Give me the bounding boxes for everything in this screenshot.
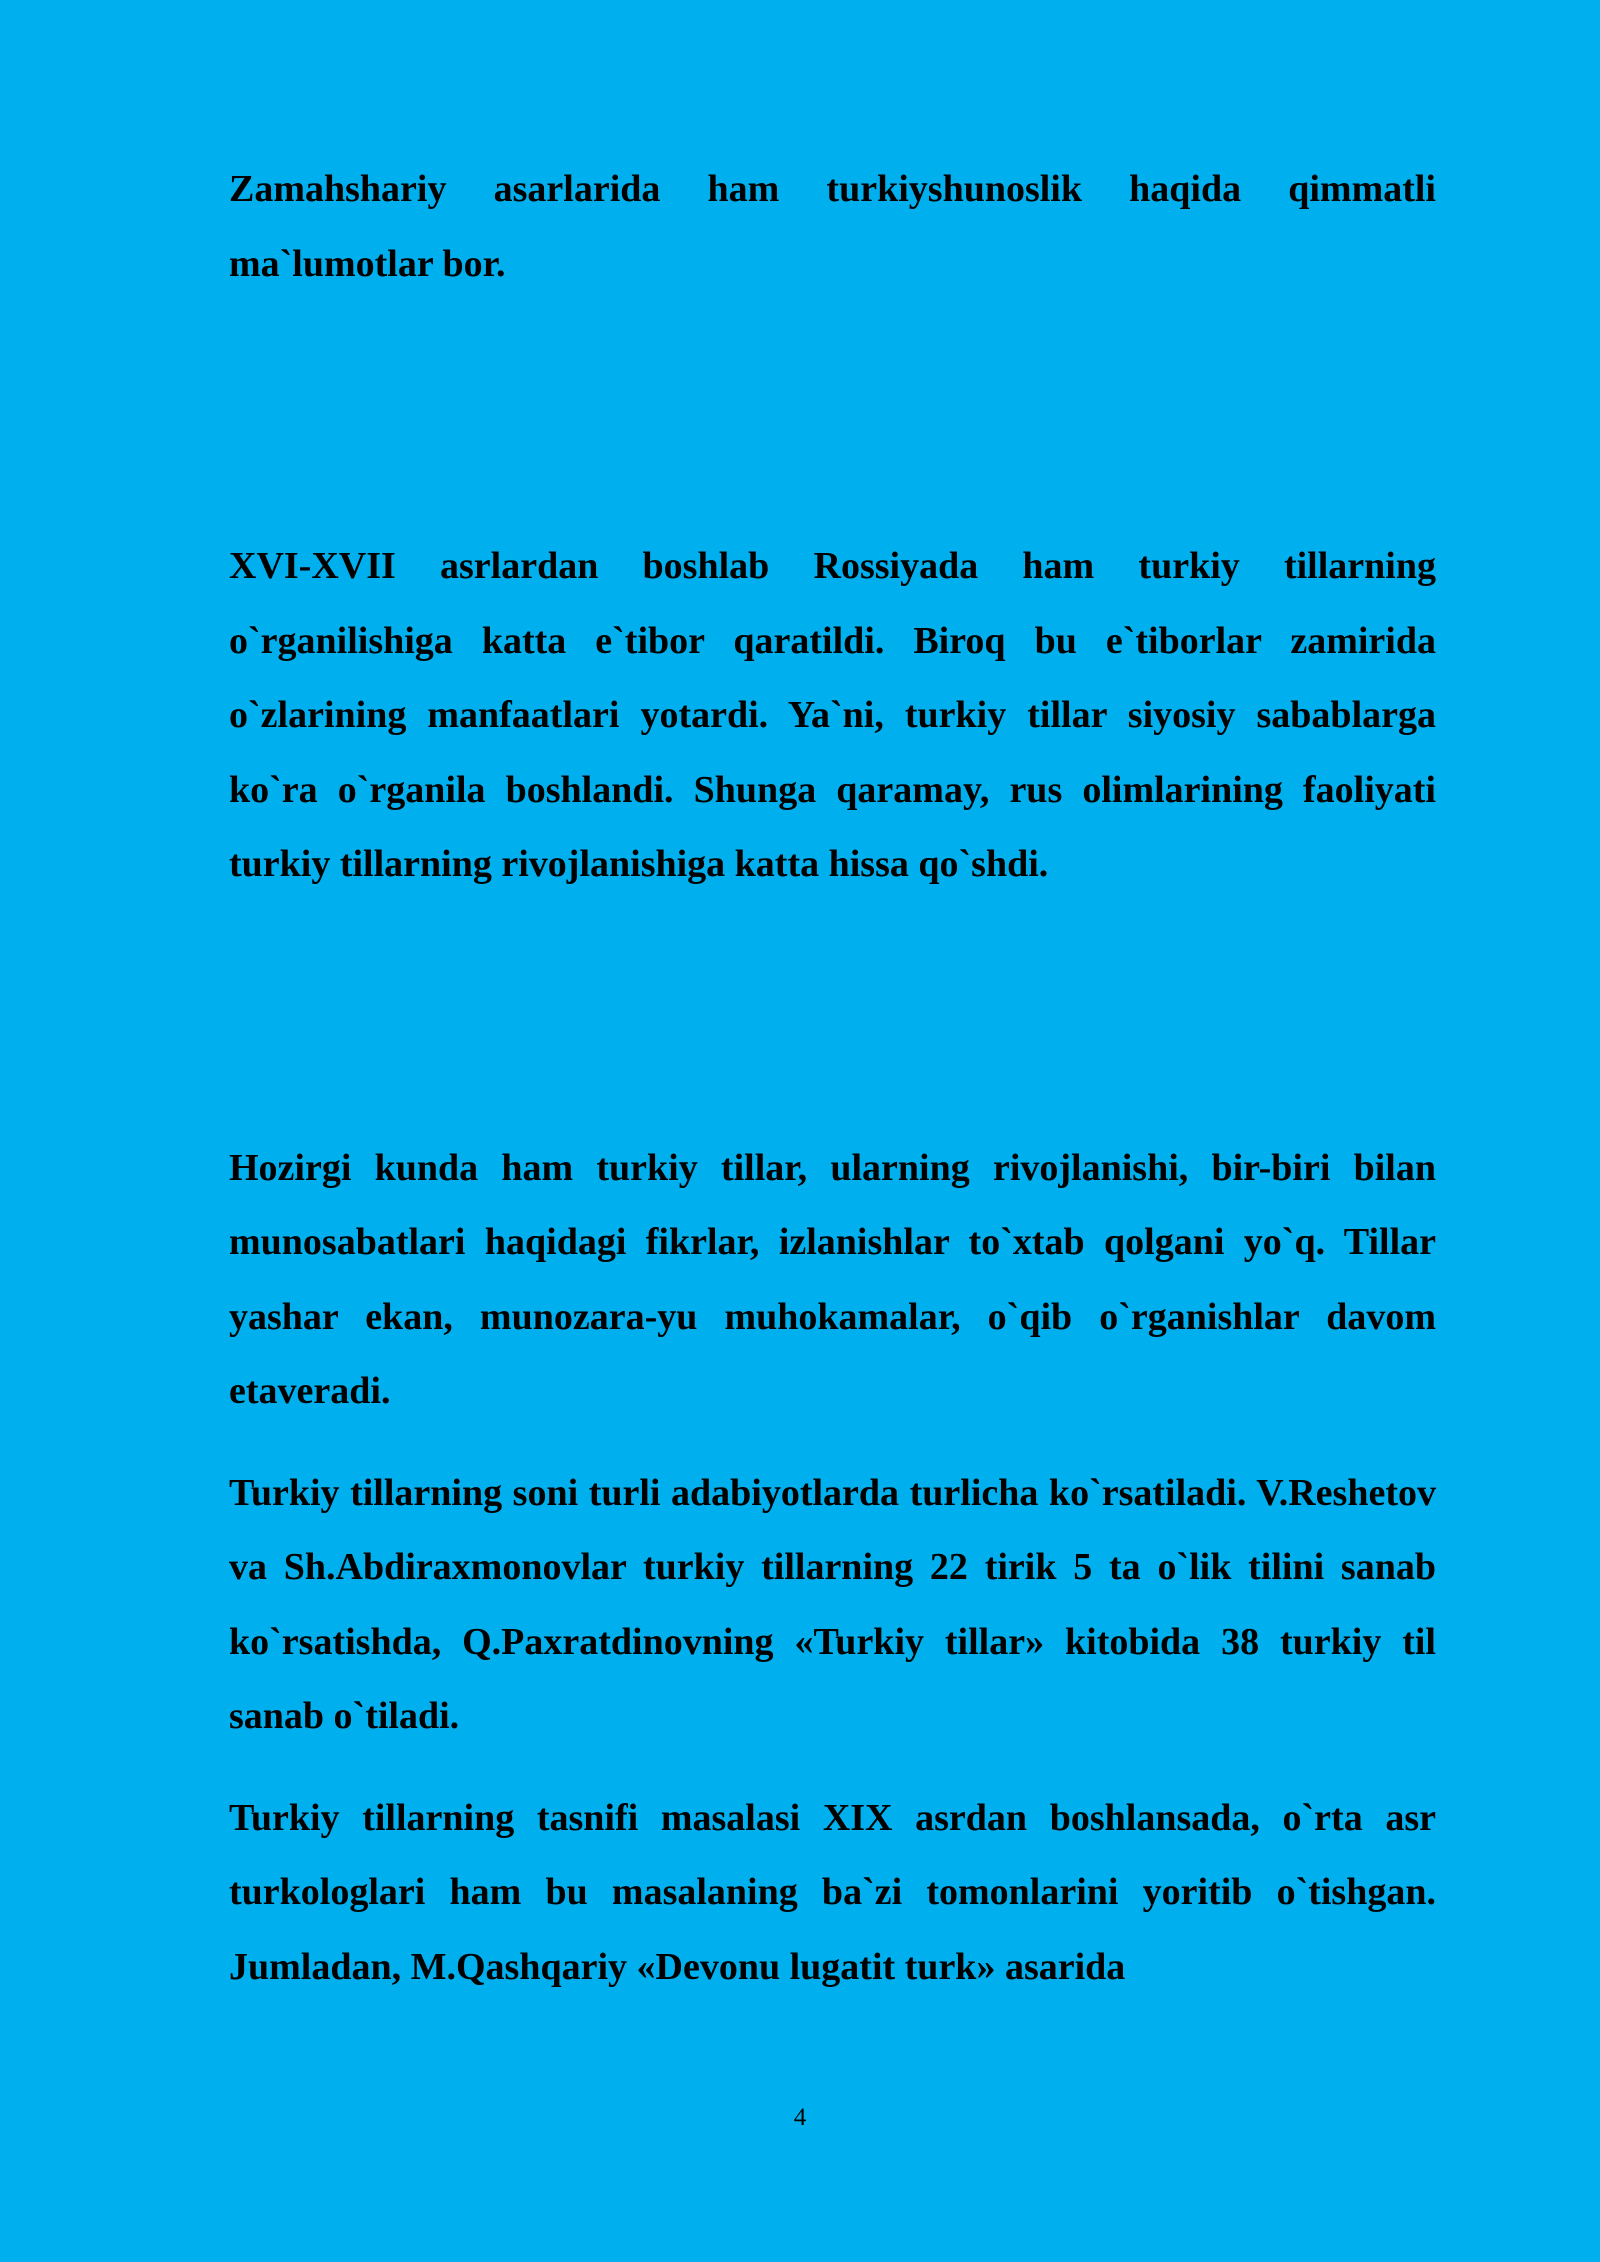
paragraph-current-research: Hozirgi kunda ham turkiy tillar, ularning rivojlanishi, bir-biri bilan munosabatlari haqidagi fikrlar, izlanishlar to`xtab qolgani yo`q. Tillar yashar ekan, munozara-yu muhokamalar, o`qib o`rganishlar davom etaveradi. [229, 1146, 1436, 1412]
paragraph-russia-studies: XVI-XVII asrlardan boshlab Rossiyada ham turkiy tillarning o`rganilishiga katta e`tibor qaratildi. Biroq bu e`tiborlar zamirida o`zlarining manfaatlari yotardi. Ya`ni, turkiy tillar siyosiy sabablarga ko`ra o`rganila boshlandi. Shunga qaramay, rus olimlarining faoliyati turkiy tillarning rivojlanishiga katta hissa qo`shdi. [229, 545, 1436, 885]
paragraph-number-of-languages: Turkiy tillarning soni turli adabiyotlarda turlicha ko`rsatiladi. V.Reshetov va Sh.Abdiraxmonovlar turkiy tillarning 22 tirik 5 ta o`lik tilini sanab ko`rsatishda, Q.Paxratdinovning «Turkiy tillar» kitobida 38 turkiy til sanab o`tiladi. [229, 1471, 1436, 1737]
document-page [229, 152, 1436, 2004]
paragraph-classification: Turkiy tillarning tasnifi masalasi XIX asrdan boshlansada, o`rta asr turkologlari ham bu masalaning ba`zi tomonlarini yoritib o`tishgan. Jumladan, M.Qashqariy «Devonu lugatit turk» asarida [229, 1796, 1436, 1988]
paragraph-zamahshariy: Zamahshariy asarlarida ham turkiyshunoslik haqida qimmatli ma`lumotlar bor. [229, 168, 1436, 285]
page-number: 4 [793, 2104, 807, 2131]
